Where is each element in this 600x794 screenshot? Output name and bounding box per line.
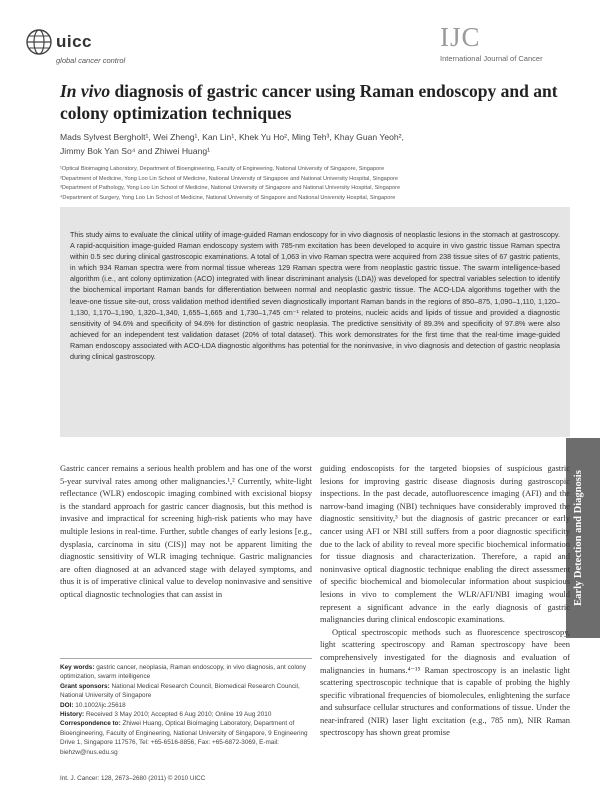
correspondence-line (60, 719, 312, 757)
meta-text: Received 3 May 2010; Accepted 6 Aug 2010; Online 19 Aug 2010 (85, 711, 272, 719)
article-title (60, 80, 580, 124)
affiliation: ³Department of Pathology, Yong Loo Lin School of Medicine, National University of Singapore and National University Hospital, Singapore (60, 185, 401, 192)
doi-line (60, 701, 312, 710)
author-line: Jimmy Bok Yan So⁴ and Zhiwei Huang¹ (60, 146, 211, 156)
affiliation: ²Department of Medicine, Yong Loo Lin School of Medicine, National University of Singapore and National University Hospital, Singapore (60, 175, 398, 182)
body-column-left (60, 462, 312, 601)
affiliation-list (60, 165, 580, 203)
abstract-box (60, 207, 570, 437)
grant-line (60, 682, 312, 701)
page-footer: Int. J. Cancer: 128, 2673–2680 (2011) © 2010 UICC (60, 775, 206, 782)
meta-label: Grant sponsors: (60, 682, 110, 690)
history-line (60, 710, 312, 719)
author-list (60, 130, 580, 158)
affiliation: ⁴Department of Surgery, Yong Loo Lin School of Medicine, National University of Singapore and National University Hospital, Singapore (60, 194, 396, 201)
logo-name: uicc (56, 32, 93, 51)
title-italic: In vivo (60, 81, 111, 101)
meta-text: National Medical Research Council, Biomedical Research Council, National University of Singapore (60, 682, 300, 700)
uicc-globe-icon (26, 29, 52, 55)
journal-name: International Journal of Cancer (440, 54, 543, 63)
body-column-right (320, 462, 570, 739)
meta-label: History: (60, 711, 85, 719)
side-tab-label: Early Detection and Diagnosis (573, 470, 584, 606)
meta-label: DOI: (60, 701, 74, 709)
section-side-tab (566, 438, 600, 638)
affiliation: ¹Optical Bioimaging Laboratory, Department of Bioengineering, Faculty of Engineering, National University of Singapore, Singapore (60, 166, 385, 172)
author-line: Mads Sylvest Bergholt¹, Wei Zheng¹, Kan Lin¹, Khek Yu Ho², Ming Teh³, Khay Guan Yeoh², (60, 132, 404, 142)
meta-text: Zhiwei Huang, Optical Bioimaging Laboratory, Department of Bioengineering, Faculty of Engineering, National University of Singapore, 9 Engineering Drive 1, Singapore 117576, Tel: +65-6516-8856, Fax: +65-6872-3069, E-mail: biehzw@nus.edu.sg (60, 720, 308, 756)
body-paragraph: Gastric cancer remains a serious health problem and has one of the worst 5-year survival rates among other malignancies.¹,² Currently, white-light reflectance (WLR) endoscopic imaging combined with excisional biopsy is the standard approach for gastric cancer diagnosis, but this method is invasive and impractical for screening high-risk patients who may have multiple lesions in real-time. Further, subtle changes of early lesions [e.g., dysplasia, carcinoma in situ (CIS)] may not be apparent limiting the diagnostic sensitivity of WLR imaging technique. Gastric malignancies are often diagnosed at an advanced stage with delayed symptoms, and thus it is of imperative clinical value to develop noninvasive and sensitive optical diagnostic technologies that can assist in (60, 463, 312, 599)
article-metadata (60, 658, 312, 757)
body-paragraph: guiding endoscopists for the targeted biopsies of suspicious gastric lesions for improving gastric disease diagnosis during gastroscopic inspections. In the past decade, autofluorescence imaging (AFI) and the narrow-band imaging (NBI) techniques have considerably improved the diagnostic sensitivity,³ but the diagnosis of gastric precancer or early cancer using AFI or NBI still suffers from a poor diagnostic specificity due to the lack of ability to reveal more specific biochemical information for tissue diagnosis and characterization. Therefore, a rapid and noninvasive optical diagnostic technique enabling the direct assessment of specific biochemical and biomolecular information about suspicious lesions in vivo to complement the WLR/AFI/NBI imaging would represent a significant advance in the early diagnosis of gastric malignancies during clinical endoscopic examinations. (320, 463, 570, 625)
uicc-logo (26, 26, 166, 68)
meta-text: gastric cancer, neoplasia, Raman endoscopy, in vivo diagnosis, ant colony optimization, swarm intelligence (60, 664, 307, 681)
journal-masthead (440, 22, 580, 63)
title-text: diagnosis of gastric cancer using Raman endoscopy and ant colony optimization techniques (60, 81, 558, 123)
keywords-line (60, 663, 312, 682)
meta-label: Correspondence to: (60, 720, 121, 728)
logo-tagline: global cancer control (56, 56, 126, 65)
abstract-text: This study aims to evaluate the clinical utility of image-guided Raman endoscopy for in vivo diagnosis of neoplastic lesions in the stomach at gastroscopy. A rapid-acquisition image-guided Raman endoscopy system with 785-nm excitation has been developed to acquire in vivo gastric tissue Raman spectra within 0.5 sec during clinical gastroscopic examinations. A total of 1,063 in vivo Raman spectra were acquired from 238 tissue sites of 67 gastric patients, in which 934 Raman spectra were from normal tissue whereas 129 Raman spectra were from neoplastic gastric tissue. The swarm intelligence-based algorithm (i.e., ant colony optimization (ACO) integrated with linear discriminant analysis (LDA)) was developed for spectral variables selection to identify the biochemical important Raman bands for differentiation between normal and neoplastic gastric tissue. The ACO-LDA algorithms together with the leave-one tissue site-out, cross validation method identified seven diagnostically important Raman bands in the regions of 850–875, 1,090–1,110, 1,120–1,130, 1,170–1,190, 1,320–1,340, 1,655–1,665 and 1,730–1,745 cm⁻¹ related to proteins, nucleic acids and lipids of tissue and provided a diagnostic sensitivity of 94.6% and specificity of 94.6% for distinction of gastric neoplasia. The predictive sensitivity of 89.3% and specificity of 97.8% were also achieved for an independent test validation dataset (20% of total dataset). This work demonstrates for the first time that the real-time image-guided Raman endoscopy associated with ACO-LDA diagnostic algorithms has potential for the noninvasive, in vivo diagnosis and detection of gastric neoplasia during clinical gastroscopy. (70, 230, 560, 362)
meta-label: Key words: (60, 664, 95, 671)
body-paragraph: Optical spectroscopic methods such as fluorescence spectroscopy, light scattering spectroscopy and Raman spectroscopy have been comprehensively investigated for the diagnosis and evaluation of malignancies in humans.⁴⁻¹⁵ Raman spectroscopy is an inelastic light scattering spectroscopic technique that is capable of probing the highly specific vibrational frequencies of biomolecules, enlightening the surface and subsurface cellular structures and conformations of tissue. Under the near-infrared (NIR) laser light excitation (e.g., 785 nm), NIR Raman spectroscopy has shown great promise (320, 626, 570, 738)
journal-abbreviation: IJC (440, 22, 481, 52)
meta-text[interactable]: 10.1002/ijc.25618 (75, 701, 126, 709)
